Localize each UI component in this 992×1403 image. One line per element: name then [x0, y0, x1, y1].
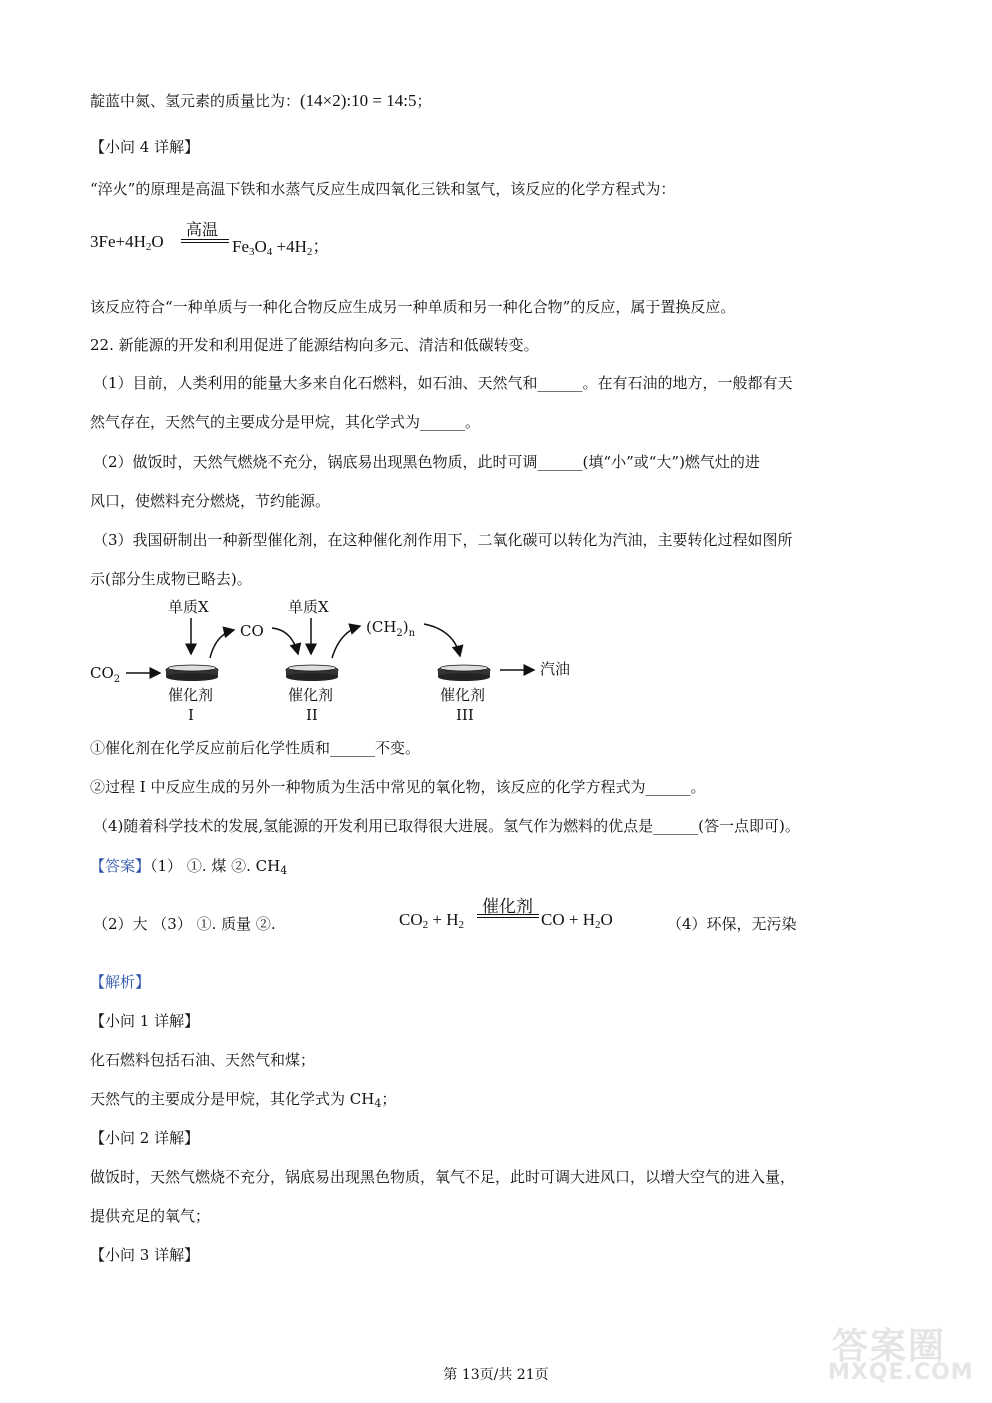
- eq2-double-line: [477, 914, 539, 918]
- q22-part3-line2: 示(部分生成物已略去)。: [90, 570, 252, 588]
- punct: ；: [381, 1090, 397, 1108]
- sub: 3: [249, 246, 255, 258]
- diagram-label-ch2n: [366, 618, 416, 639]
- page-footer: 第 13页/共 21页: [443, 1367, 549, 1383]
- eq1-right-o: O: [254, 237, 267, 256]
- q22-part1-line2: 然气存在，天然气的主要成分是甲烷，其化学式为______。: [90, 413, 481, 431]
- watermark-top: 答案圈: [832, 1326, 947, 1367]
- sub: 2: [458, 919, 464, 931]
- diagram-label-gasoline: 汽油: [540, 660, 571, 678]
- diagram-label-co: CO: [240, 622, 264, 640]
- catalyst-disc-3: [438, 665, 490, 681]
- catalyst-label-2: 催化剂: [288, 686, 334, 704]
- equation-1: [90, 232, 164, 253]
- eq1-double-line: [181, 239, 229, 243]
- text-line: [90, 90, 431, 111]
- eq1-right-h: +4H: [272, 237, 307, 256]
- answer-line-1: [90, 855, 287, 877]
- diagram-label-x1: 单质X: [168, 598, 209, 616]
- eq1-right-fe: Fe: [232, 237, 249, 256]
- q22-part4: （4)随着科学技术的发展,氢能源的开发利用已取得很大进展。氢气作为燃料的优点是______(答一点即可)。: [93, 817, 800, 835]
- q22-part1-line1: （1）目前，人类利用的能量大多来自化石燃料，如石油、天然气和______。在有石油的地方，一般都有天: [93, 374, 793, 392]
- tspan: 2: [113, 674, 121, 685]
- eq2-condition: 催化剂: [482, 897, 533, 917]
- process-label-3: III: [456, 706, 474, 724]
- analysis-2b: 提供充足的氧气；: [90, 1207, 211, 1225]
- watermark-logo: [828, 1318, 978, 1388]
- tspan: CO: [90, 664, 114, 682]
- section-heading-q1: 【小问 1 详解】: [90, 1012, 200, 1030]
- section-heading-q2: 【小问 2 详解】: [90, 1129, 200, 1147]
- quench-text: “淬火”的原理是高温下铁和水蒸气反应生成四氧化三铁和氢气，该反应的化学方程式为：: [90, 180, 676, 198]
- analysis-2a: 做饭时，天然气燃烧不充分，锅底易出现黑色物质，氧气不足，此时可调大进风口，以增大空气的进入量，: [90, 1168, 796, 1186]
- curve-co-down: [272, 628, 298, 654]
- tspan: 2: [396, 628, 403, 639]
- tspan: n: [408, 628, 416, 639]
- eq1-left-o: O: [151, 232, 164, 251]
- mass-ratio-formula: (14×2):10 = 14:5: [300, 91, 417, 110]
- sub: 2: [145, 241, 152, 253]
- q22-part2-line1: （2）做饭时，天然气燃烧不充分，锅底易出现黑色物质，此时可调______(填“小”或“大”)燃气灶的进: [93, 453, 760, 471]
- catalyst-label-3: 催化剂: [440, 686, 486, 704]
- diagram-label-x2: 单质X: [288, 598, 329, 616]
- answer-4: （4）环保，无污染: [667, 915, 797, 933]
- analysis-1a: 化石燃料包括石油、天然气和煤；: [90, 1051, 316, 1069]
- sub: 2: [422, 919, 429, 931]
- catalyst-label-1: 催化剂: [168, 686, 214, 704]
- punct: ；: [416, 92, 432, 110]
- eq1-condition: 高温: [186, 220, 219, 239]
- catalyst-disc-1: [166, 665, 218, 681]
- analysis-1b-text: 天然气的主要成分是甲烷，其化学式为 CH: [90, 1090, 375, 1108]
- sub: 4: [266, 246, 273, 258]
- section-heading-q4: 【小问 4 详解】: [90, 138, 200, 156]
- q22-part3-line1: （3）我国研制出一种新型催化剂，在这种催化剂作用下，二氧化碳可以转化为汽油，主要转化过程如图所: [93, 531, 793, 549]
- sub: 2: [306, 246, 313, 258]
- answer-1-text: （1） ①. 煤 ②. CH: [150, 857, 281, 875]
- mass-ratio-text: 靛蓝中氮、氢元素的质量比为：: [90, 92, 301, 110]
- curve-ch2-down: [424, 624, 460, 656]
- equation-2-right: [541, 910, 613, 931]
- equation-2-left: [399, 910, 464, 931]
- process-label-2: II: [306, 706, 318, 724]
- catalyst-disc-2: [286, 665, 338, 681]
- answer-tag: 【答案】: [90, 857, 151, 875]
- curve-to-ch2: [332, 626, 360, 658]
- sub-question-2: ②过程 I 中反应生成的另外一种物质为生活中常见的氧化物，该反应的化学方程式为______。: [90, 778, 706, 796]
- answer-line-2: [93, 913, 276, 934]
- analysis-tag: 【解析】: [90, 973, 151, 991]
- process-label-1: I: [188, 706, 194, 724]
- catalyst-process-diagram: [88, 592, 608, 724]
- q22-part2-line2: 风口，使燃料充分燃烧，节约能源。: [90, 492, 331, 510]
- eq1-left: 3Fe+4H: [90, 232, 146, 251]
- sub: 2: [594, 919, 601, 931]
- eq2-co: CO: [399, 910, 423, 929]
- eq2-h: + H: [428, 910, 459, 929]
- sub-question-1: ①催化剂在化学反应前后化学性质和______不变。: [90, 739, 421, 757]
- equation-1-right: [232, 232, 329, 258]
- punct: ；: [312, 237, 330, 256]
- answer-2-text: （2）大 （3） ①. 质量 ②.: [93, 915, 276, 933]
- eq2-right-o: O: [600, 910, 613, 929]
- curve-to-co: [210, 630, 234, 658]
- watermark-bottom: MXQE.COM: [828, 1360, 974, 1385]
- sub: 4: [280, 864, 288, 877]
- question-22: 22. 新能源的开发和利用促进了能源结构向多元、清洁和低碳转变。: [90, 336, 539, 354]
- section-heading-q3: 【小问 3 详解】: [90, 1246, 200, 1264]
- sub: 4: [374, 1097, 382, 1110]
- analysis-1b: [90, 1088, 396, 1110]
- diagram-label-co2: [90, 664, 120, 685]
- tspan: (CH: [366, 618, 397, 636]
- eq2-right: CO + H: [541, 910, 595, 929]
- replace-text: 该反应符合“一种单质与一种化合物反应生成另一种单质和另一种化合物”的反应，属于置换反应。: [90, 298, 736, 316]
- tspan: ): [402, 618, 409, 636]
